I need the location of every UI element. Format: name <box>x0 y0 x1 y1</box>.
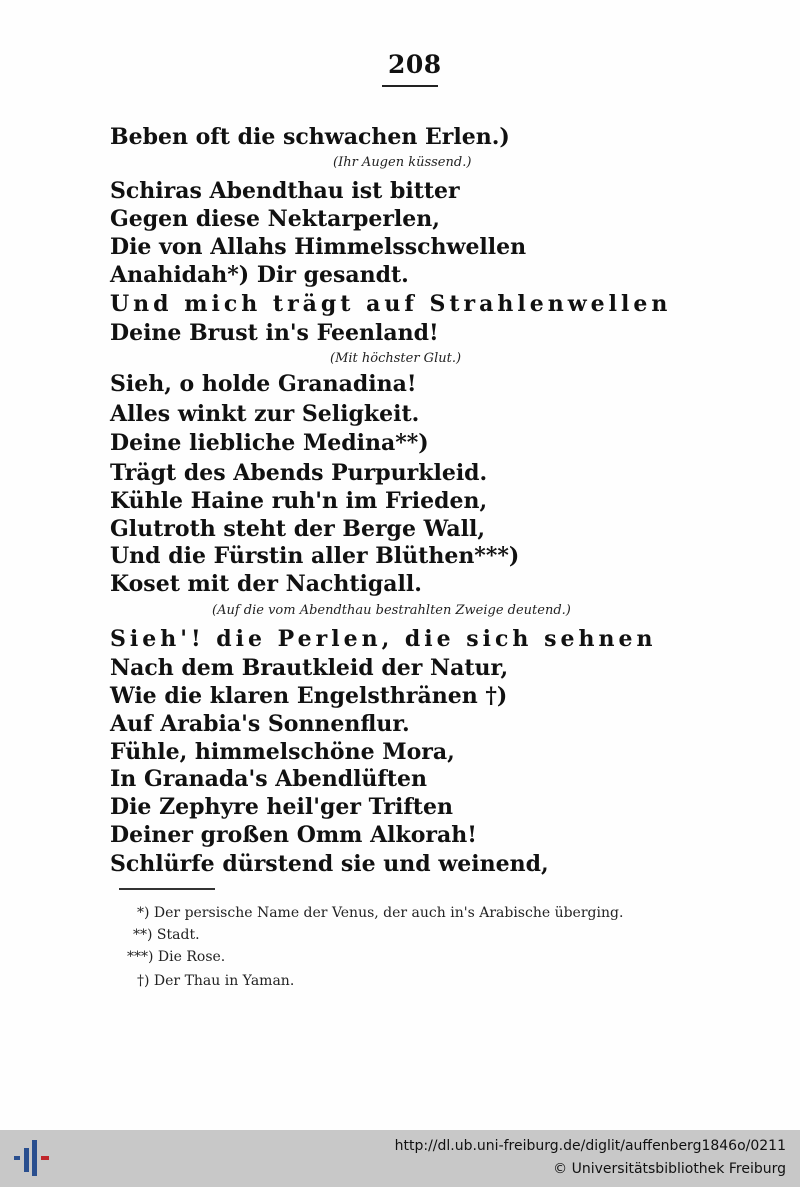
verse-line: Beben oft die schwachen Erlen.) <box>110 124 510 150</box>
verse-line: Die von Allahs Himmelsschwellen <box>110 234 527 260</box>
verse-line: Sieh'! die Perlen, die sich sehnen <box>110 626 657 652</box>
stage-direction: (Mit höchster Glut.) <box>330 351 462 366</box>
university-library-logo-icon <box>10 1138 54 1178</box>
page-number-rule <box>382 85 438 87</box>
verse-line: Und mich trägt auf Strahlenwellen <box>110 291 672 317</box>
verse-line: In Granada's Abendlüften <box>110 766 428 792</box>
verse-line: Die Zephyre heil'ger Triften <box>110 794 453 820</box>
verse-line: Kühle Haine ruh'n im Frieden, <box>110 488 488 514</box>
verse-line: Deiner großen Omm Alkorah! <box>110 822 477 848</box>
stage-direction: (Auf die vom Abendthau bestrahlten Zweige deutend.) <box>212 603 571 618</box>
verse-line: Glutroth steht der Berge Wall, <box>110 516 486 542</box>
verse-line: Gegen diese Nektarperlen, <box>110 206 440 232</box>
verse-line: Auf Arabia's Sonnenflur. <box>110 711 410 737</box>
verse-line: Und die Fürstin aller Blüthen***) <box>110 543 520 569</box>
verse-line: Nach dem Brautkleid der Natur, <box>110 655 509 681</box>
verse-line: Alles winkt zur Seligkeit. <box>110 401 420 427</box>
verse-line: Deine Brust in's Feenland! <box>110 320 439 346</box>
verse-line: Schlürfe dürstend sie und weinend, <box>110 851 549 877</box>
footnote: ***) Die Rose. <box>127 949 226 965</box>
source-url-link[interactable]: http://dl.ub.uni-freiburg.de/diglit/auffenberg1846o/0211 <box>394 1138 786 1154</box>
verse-line: Deine liebliche Medina**) <box>110 430 429 456</box>
verse-line: Anahidah*) Dir gesandt. <box>110 262 409 288</box>
verse-line: Wie die klaren Engelsthränen †) <box>110 683 508 709</box>
copyright-text: © Universitätsbibliothek Freiburg <box>553 1161 786 1177</box>
page-number: 208 <box>388 50 442 79</box>
footnote-rule <box>119 888 215 890</box>
verse-line: Schiras Abendthau ist bitter <box>110 178 460 204</box>
verse-line: Fühle, himmelschöne Mora, <box>110 739 455 765</box>
footnote: *) Der persische Name der Venus, der auch in's Arabische überging. <box>137 905 624 921</box>
verse-line: Sieh, o holde Granadina! <box>110 371 417 397</box>
verse-line: Koset mit der Nachtigall. <box>110 571 422 597</box>
verse-line: Trägt des Abends Purpurkleid. <box>110 460 488 486</box>
footnote: **) Stadt. <box>133 927 200 943</box>
footnote: †) Der Thau in Yaman. <box>137 973 295 989</box>
stage-direction: (Ihr Augen küssend.) <box>333 155 472 170</box>
